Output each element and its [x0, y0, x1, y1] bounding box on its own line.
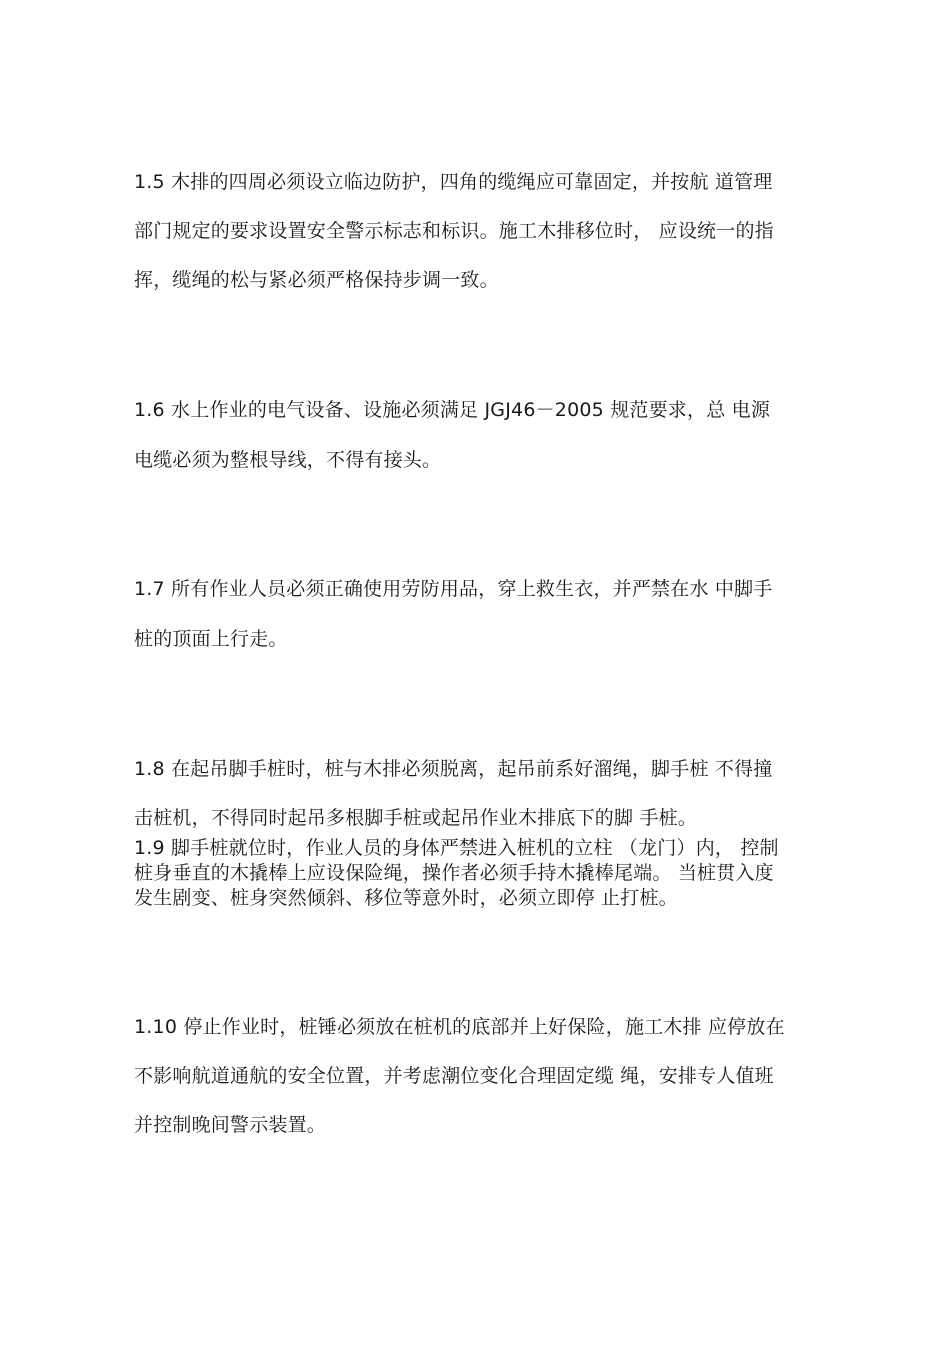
clause-1-7-line-2: 桩的顶面上行走。 — [134, 628, 288, 650]
clause-1-5-line-3: 挥，缆绳的松与紧必须严格保持步调一致。 — [134, 269, 499, 291]
clause-1-7-line-1: 1.7 所有作业人员必须正确使用劳防用品，穿上救生衣，并严禁在水 中脚手 — [134, 578, 773, 600]
clause-1-5-line-1: 1.5 木排的四周必须设立临边防护，四角的缆绳应可靠固定，并按航 道管理 — [134, 171, 773, 193]
clause-1-6-line-2: 电缆必须为整根导线，不得有接头。 — [134, 449, 442, 471]
clause-1-10-line-1: 1.10 停止作业时，桩锤必须放在桩机的底部并上好保险，施工木排 应停放在 — [134, 1016, 785, 1038]
clause-1-9-line-2: 桩身垂直的木撬棒上应设保险绳，操作者必须手持木撬棒尾端。 当桩贯入度 — [134, 862, 774, 884]
clause-1-8-line-2: 击桩机，不得同时起吊多根脚手桩或起吊作业木排底下的脚 手桩。 — [134, 807, 698, 829]
clause-1-9-line-3: 发生剧变、桩身突然倾斜、移位等意外时，必须立即停 止打桩。 — [134, 887, 678, 909]
clause-1-10-line-3: 并控制晚间警示装置。 — [134, 1114, 327, 1136]
clause-1-10-line-2: 不影响航道通航的安全位置，并考虑潮位变化合理固定缆 绳，安排专人值班 — [134, 1065, 774, 1087]
clause-1-8-line-1: 1.8 在起吊脚手桩时，桩与木排必须脱离，起吊前系好溜绳，脚手桩 不得撞 — [134, 758, 773, 780]
clause-1-6-line-1: 1.6 水上作业的电气设备、设施必须满足 JGJ46－2005 规范要求，总 电源 — [134, 399, 771, 421]
clause-1-5-line-2: 部门规定的要求设置安全警示标志和标识。施工木排移位时， 应设统一的指 — [134, 220, 774, 242]
clause-1-9-line-1: 1.9 脚手桩就位时，作业人员的身体严禁进入桩机的立柱 （龙门）内， 控制 — [134, 837, 779, 859]
